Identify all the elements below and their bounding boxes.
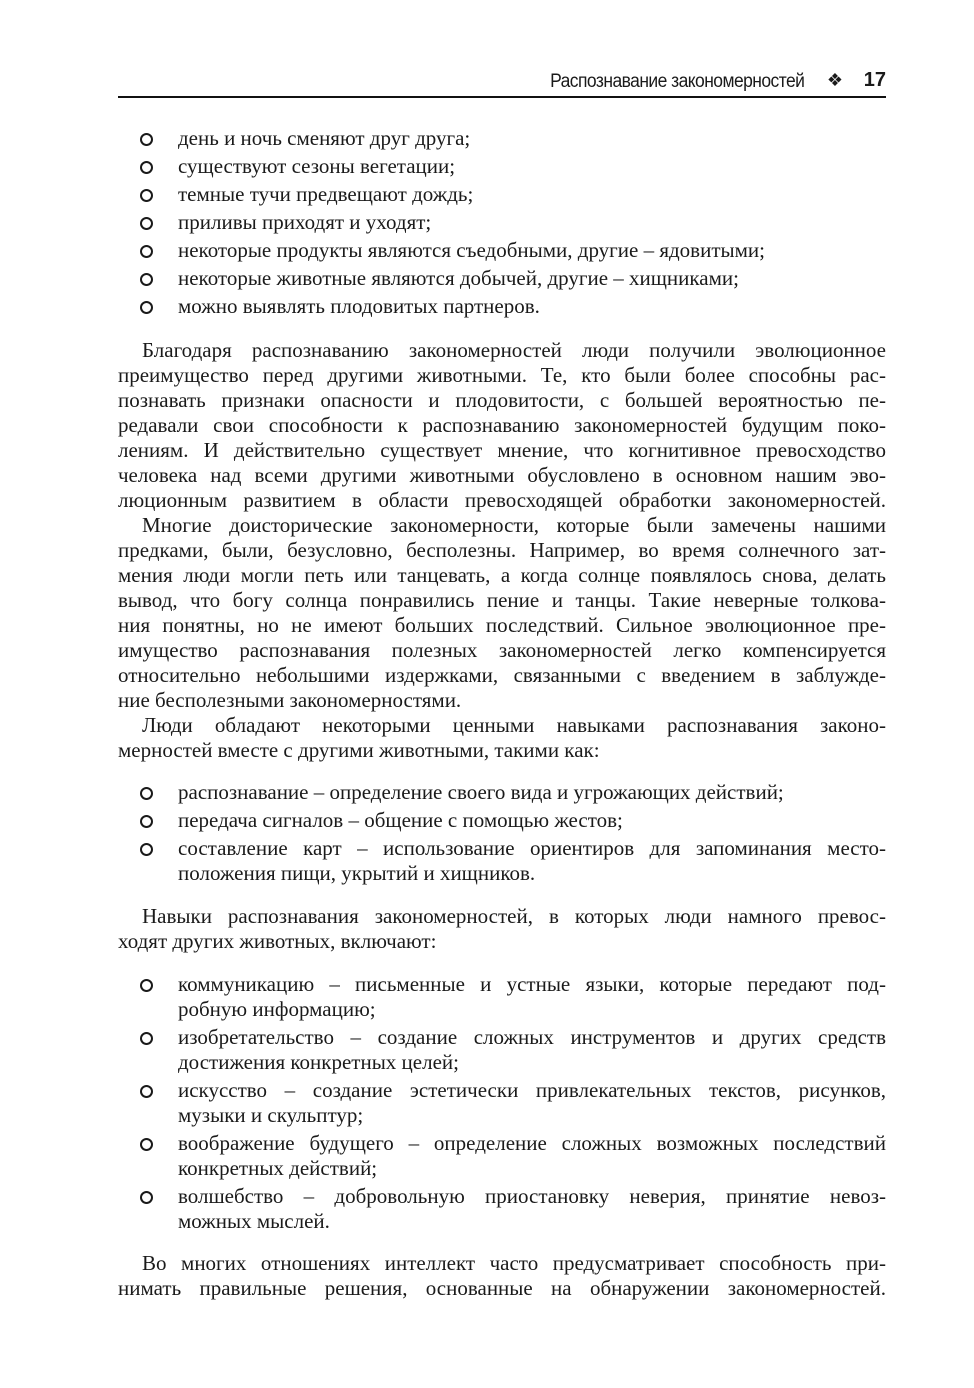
list-item-text: музыки и скульптур; [178, 1103, 364, 1127]
list-item [118, 154, 886, 179]
circle-bullet-icon [140, 161, 153, 174]
list-item-text: темные тучи предвещают дождь; [178, 182, 474, 206]
circle-bullet-icon [140, 1138, 153, 1151]
list-item-text: существуют сезоны вегетации; [178, 154, 456, 178]
circle-bullet-icon [140, 1085, 153, 1098]
text-line: человека над всеми другими животными обусловлено в основном нашим эво- [118, 463, 886, 487]
circle-bullet-icon [140, 979, 153, 992]
running-title: Распознавание закономерностей [549, 71, 804, 92]
text-line: редавали свои способности к распознаванию закономерностей будущим поко- [118, 413, 886, 437]
paragraph [118, 713, 886, 763]
list-item [118, 808, 886, 833]
list-item [118, 238, 886, 263]
list-item [118, 266, 886, 291]
circle-bullet-icon [140, 217, 153, 230]
text-line: Люди обладают некоторыми ценными навыками распознавания законо- [142, 713, 886, 737]
list-item-text: робную информацию; [178, 997, 376, 1021]
ornament-icon: ❖ [826, 70, 843, 90]
header-rule [118, 96, 886, 98]
list-item [118, 836, 886, 886]
list-item-text: коммуникацию – письменные и устные языки, которые передают под- [178, 972, 886, 996]
paragraph [118, 513, 886, 713]
text-line: Благодаря распознаванию закономерностей люди получили эволюционное [142, 338, 886, 362]
text-line: ходят других животных, включают: [118, 929, 437, 953]
bullet-list [118, 972, 886, 1237]
circle-bullet-icon [140, 245, 153, 258]
list-item-text: конкретных действий; [178, 1156, 378, 1180]
list-item-text: достижения конкретных целей; [178, 1050, 459, 1074]
paragraph [118, 338, 886, 513]
list-item-text: можных мыслей. [178, 1209, 330, 1233]
text-line: предками, были, безусловно, бесполезны. Например, во время солнечного зат- [118, 538, 886, 562]
list-item-text: искусство – создание эстетически привлекательных текстов, рисунков, [178, 1078, 886, 1102]
list-item [118, 126, 886, 151]
text-line: лениям. И действительно существует мнение, что когнитивное превосходство [118, 438, 886, 462]
text-line: относительно небольшими издержками, связанными с введением в заблужде- [118, 663, 886, 687]
list-item-text: день и ночь сменяют друг друга; [178, 126, 471, 150]
bullet-list [118, 780, 886, 889]
paragraph [118, 1251, 886, 1301]
text-line: мерностей вместе с другими животными, такими как: [118, 738, 600, 762]
list-item [118, 1184, 886, 1234]
text-line: преимущество перед другими животными. Те, кто были более способны рас- [118, 363, 886, 387]
paragraph [118, 904, 886, 954]
circle-bullet-icon [140, 1032, 153, 1045]
circle-bullet-icon [140, 843, 153, 856]
list-item-text: некоторые животные являются добычей, другие – хищниками; [178, 266, 739, 290]
list-item [118, 1025, 886, 1075]
list-item-text: изобретательство – создание сложных инструментов и других средств [178, 1025, 886, 1049]
running-header [118, 66, 886, 96]
list-item [118, 294, 886, 319]
page-number: 17 [863, 69, 886, 91]
text-line: познавать признаки опасности и плодовитости, с большей вероятностью пе- [118, 388, 886, 412]
text-line: имущество распознавания полезных закономерностей легко компенсируется [118, 638, 886, 662]
text-line: Навыки распознавания закономерностей, в которых люди намного превос- [142, 904, 886, 928]
circle-bullet-icon [140, 273, 153, 286]
text-line: Во многих отношениях интеллект часто предусматривает способность при- [142, 1251, 886, 1275]
list-item-text: приливы приходят и уходят; [178, 210, 432, 234]
list-item-text: распознавание – определение своего вида и угрожающих действий; [178, 780, 784, 804]
text-line: Многие доисторические закономерности, которые были замечены нашими [142, 513, 886, 537]
circle-bullet-icon [140, 787, 153, 800]
list-item [118, 210, 886, 235]
bullet-list [118, 126, 886, 322]
circle-bullet-icon [140, 189, 153, 202]
circle-bullet-icon [140, 1191, 153, 1204]
list-item-text: составление карт – использование ориентиров для запоминания место- [178, 836, 886, 860]
text-line: ние бесполезными закономерностями. [118, 688, 462, 712]
list-item-text: волшебство – добровольную приостановку неверия, принятие невоз- [178, 1184, 886, 1208]
list-item-text: некоторые продукты являются съедобными, другие – ядовитыми; [178, 238, 765, 262]
list-item-text: воображение будущего – определение сложных возможных последствий [178, 1131, 886, 1155]
list-item [118, 1131, 886, 1181]
list-item [118, 780, 886, 805]
list-item [118, 182, 886, 207]
text-line: нимать правильные решения, основанные на обнаружении закономерностей. [118, 1276, 886, 1300]
list-item [118, 972, 886, 1022]
circle-bullet-icon [140, 815, 153, 828]
text-line: ния понятны, но не имеют больших последствий. Сильное эволюционное пре- [118, 613, 886, 637]
text-line: вывод, что богу солнца понравились пение и танцы. Такие неверные толкова- [118, 588, 886, 612]
list-item-text: можно выявлять плодовитых партнеров. [178, 294, 540, 318]
list-item [118, 1078, 886, 1128]
list-item-text: положения пищи, укрытий и хищников. [178, 861, 536, 885]
circle-bullet-icon [140, 133, 153, 146]
circle-bullet-icon [140, 301, 153, 314]
text-line: мения люди могли петь или танцевать, а когда солнце появлялось снова, делать [118, 563, 886, 587]
text-line: люционным развитием в области превосходящей обработки закономерностей. [118, 488, 886, 512]
list-item-text: передача сигналов – общение с помощью жестов; [178, 808, 623, 832]
